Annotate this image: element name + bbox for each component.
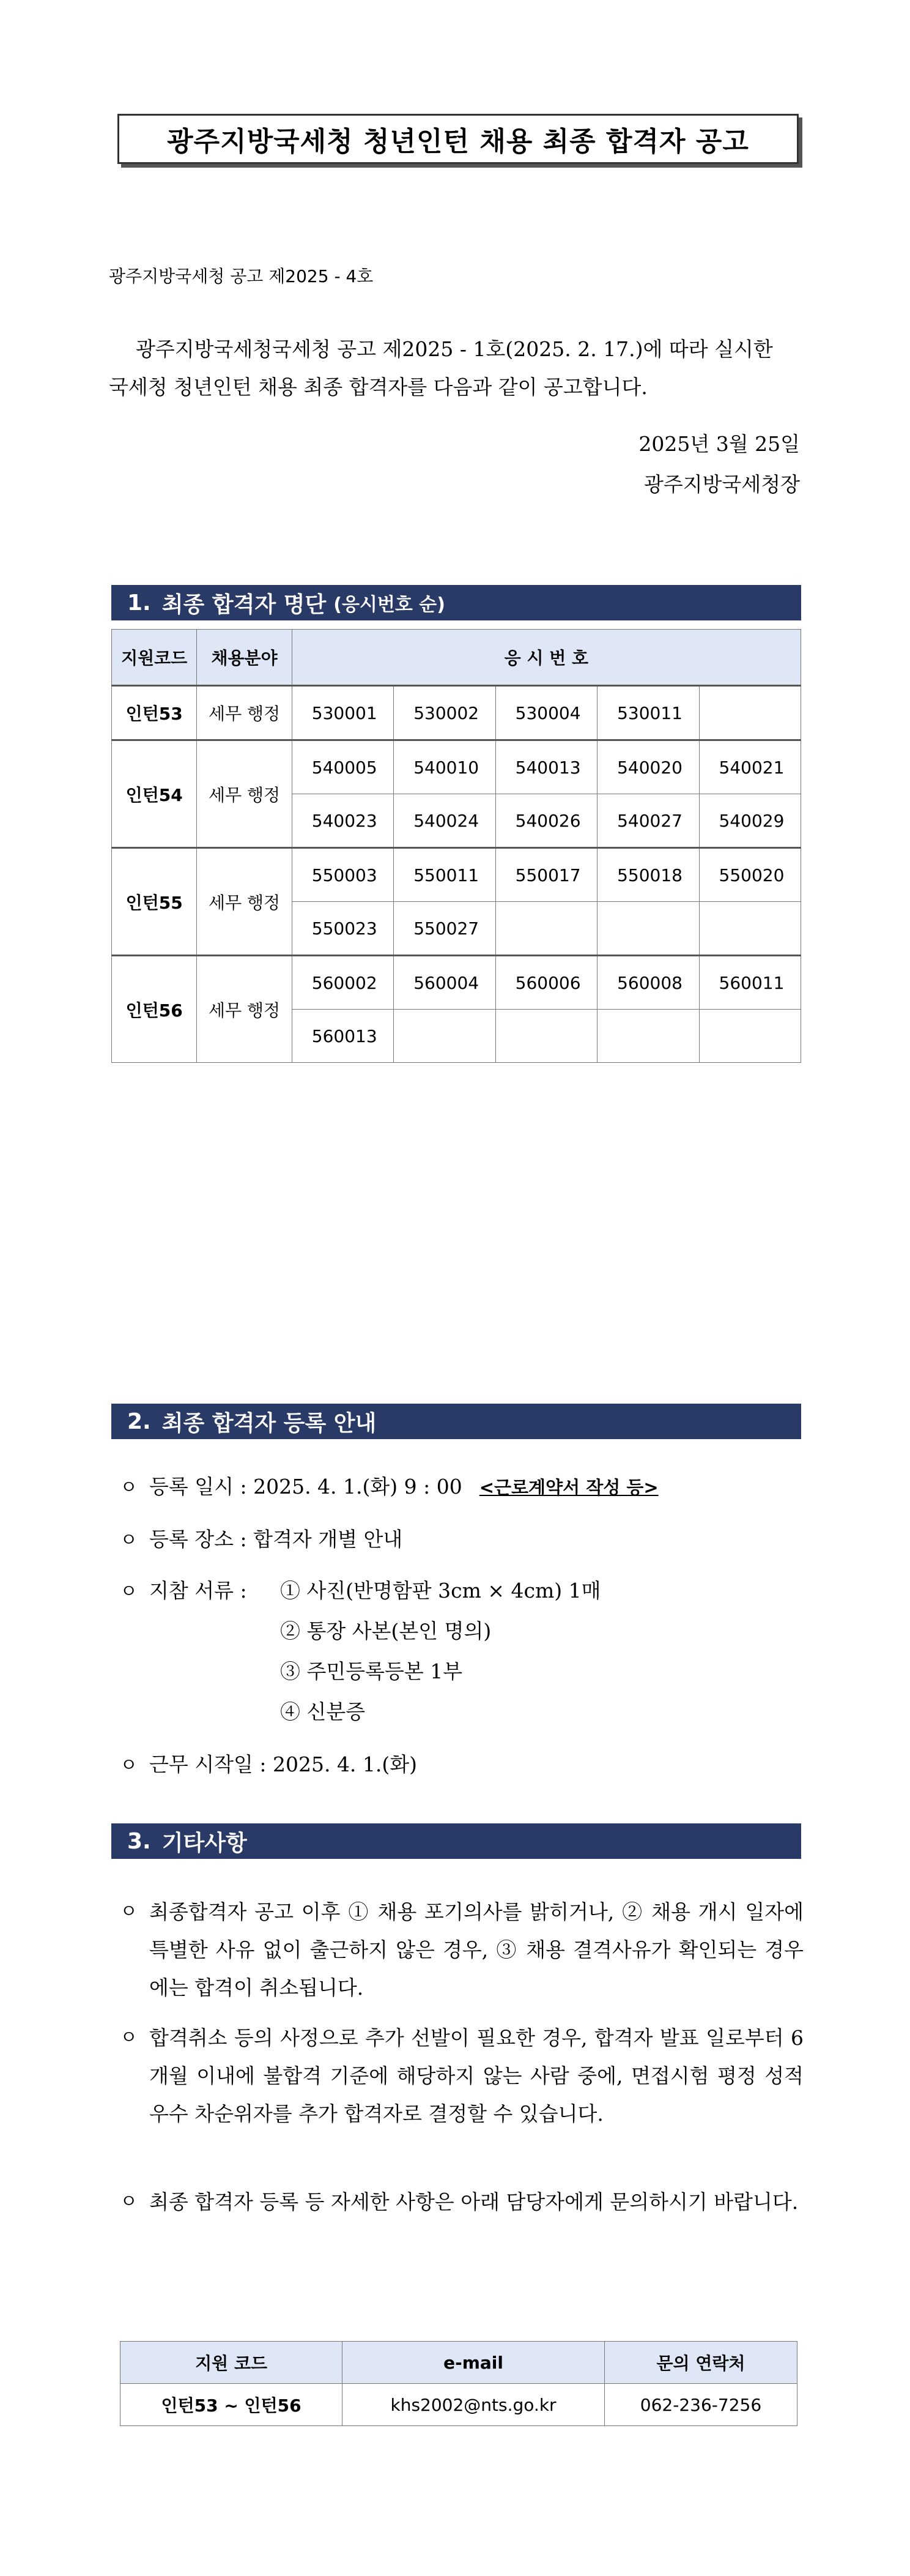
contact-email[interactable]: khs2002@nts.go.kr (342, 2384, 605, 2426)
start-date: 근무 시작일 : 2025. 4. 1.(화) (149, 1752, 418, 1776)
bullet: ㅇ (120, 1901, 138, 1923)
pass-list-table (111, 629, 801, 1063)
title-box (117, 114, 799, 164)
applicant-number: 550027 (394, 902, 495, 956)
section1-number: 1. (127, 590, 151, 616)
notice-number: 광주지방국세청 공고 제2025 - 4호 (109, 266, 374, 286)
applicant-number: 560002 (292, 956, 393, 1010)
contact-header: 문의 연락처 (604, 2342, 797, 2384)
applicant-number: 560011 (699, 956, 801, 1010)
applicant-field: 세무 행정 (197, 740, 292, 848)
note-text: 합격취소 등의 사정으로 추가 선발이 필요한 경우, 합격자 발표 일로부터 6개월 이내에 불합격 기준에 해당하지 않는 사람 중에, 면접시험 평정 성적 우수 차순위자를 추가 합격자로 결정할 수 있습니다. (149, 2026, 804, 2126)
applicant-number (394, 1010, 495, 1063)
applicant-number: 540023 (292, 794, 393, 848)
bullet: ㅇ (120, 1581, 138, 1603)
applicant-number: 540005 (292, 740, 393, 794)
intro-paragraph (109, 330, 804, 406)
doc-item: ③ 주민등록등본 1부 (280, 1659, 463, 1683)
applicant-number (597, 902, 699, 956)
applicant-field: 세무 행정 (197, 686, 292, 740)
note-text: 최종 합격자 등록 등 자세한 사항은 아래 담당자에게 문의하시기 바랍니다. (149, 2190, 799, 2214)
applicant-number: 560008 (597, 956, 699, 1010)
applicant-field: 세무 행정 (197, 956, 292, 1063)
applicant-number: 530004 (495, 686, 597, 740)
applicant-number: 550023 (292, 902, 393, 956)
reg-place: 등록 장소 : 합격자 개별 안내 (149, 1527, 403, 1551)
applicant-number (699, 1010, 801, 1063)
applicant-number: 540024 (394, 794, 495, 848)
notice-date: 2025년 3월 25일 (638, 432, 800, 456)
applicant-number: 560006 (495, 956, 597, 1010)
applicant-code: 인턴55 (112, 848, 197, 956)
applicant-number (495, 902, 597, 956)
note-text: 최종합격자 공고 이후 ① 채용 포기의사를 밝히거나, ② 채용 개시 일자에 특별한 사유 없이 출근하지 않은 경우, ③ 채용 결격사유가 확인되는 경우에는 합격이 취소됩니다. (149, 1900, 804, 2000)
header-code: 지원코드 (112, 630, 197, 686)
contact-header-row (120, 2342, 797, 2384)
applicant-number (597, 1010, 699, 1063)
table-row (112, 956, 801, 1010)
section1-subtitle: (응시번호 순) (333, 594, 446, 616)
reg-place-item (120, 1524, 402, 1552)
applicant-number: 540021 (699, 740, 801, 794)
intro-line-2: 국세청 청년인턴 채용 최종 합격자를 다음과 같이 공고합니다. (109, 375, 648, 399)
applicant-number: 530002 (394, 686, 495, 740)
applicant-number: 550020 (699, 848, 801, 902)
reg-datetime: 등록 일시 : 2025. 4. 1.(화) 9 : 00 (149, 1475, 462, 1498)
section3-header (111, 1823, 801, 1859)
header-numbers: 응 시 번 호 (292, 630, 801, 686)
applicant-number: 540010 (394, 740, 495, 794)
reg-datetime-item (120, 1471, 659, 1500)
bullet: ㅇ (120, 1755, 138, 1776)
section3-number: 3. (127, 1828, 151, 1854)
applicant-code: 인턴56 (112, 956, 197, 1063)
applicant-number: 540029 (699, 794, 801, 848)
contact-code: 인턴53 ~ 인턴56 (120, 2384, 342, 2426)
applicant-number: 540027 (597, 794, 699, 848)
table-row (112, 740, 801, 794)
applicant-number: 550018 (597, 848, 699, 902)
applicant-number: 560004 (394, 956, 495, 1010)
table-header-row (112, 630, 801, 686)
applicant-number: 530011 (597, 686, 699, 740)
applicant-code: 인턴54 (112, 740, 197, 848)
doc-item: ④ 신분증 (280, 1700, 366, 1724)
table-row (112, 686, 801, 740)
section1-title: 최종 합격자 명단 (161, 592, 327, 617)
header-field: 채용분야 (197, 630, 292, 686)
doc-item: ② 통장 사본(본인 명의) (280, 1619, 492, 1643)
bullet: ㅇ (120, 1477, 138, 1498)
applicant-number: 530001 (292, 686, 393, 740)
contact-header: 지원 코드 (120, 2342, 342, 2384)
applicant-number: 540013 (495, 740, 597, 794)
applicant-field: 세무 행정 (197, 848, 292, 956)
intro-line-1: 광주지방국세청국세청 공고 제2025 - 1호(2025. 2. 17.)에 따라 실시한 (136, 337, 773, 361)
page-title: 광주지방국세청 청년인턴 채용 최종 합격자 공고 (167, 126, 749, 157)
applicant-number: 540026 (495, 794, 597, 848)
contact-table (120, 2341, 797, 2426)
contact-row (120, 2384, 797, 2426)
section2-title: 최종 합격자 등록 안내 (161, 1410, 377, 1436)
section1-header (111, 585, 801, 620)
contact-header: e-mail (342, 2342, 605, 2384)
applicant-number: 550017 (495, 848, 597, 902)
applicant-number: 550011 (394, 848, 495, 902)
start-date-item (120, 1749, 417, 1778)
reg-datetime-note: <근로계약서 작성 등> (479, 1477, 659, 1498)
doc-item: ① 사진(반명함판 3cm × 4cm) 1매 (280, 1579, 601, 1603)
contact-phone: 062-236-7256 (604, 2384, 797, 2426)
docs-label: 지참 서류 : (149, 1579, 247, 1603)
applicant-code: 인턴53 (112, 686, 197, 740)
section2-header (111, 1404, 801, 1439)
applicant-number: 550003 (292, 848, 393, 902)
note-item (120, 1893, 804, 2007)
bullet: ㅇ (120, 2027, 138, 2049)
note-item (120, 2183, 804, 2221)
applicant-number: 540020 (597, 740, 699, 794)
bullet: ㅇ (120, 2191, 138, 2213)
bullet: ㅇ (120, 1530, 138, 1551)
applicant-number: 560013 (292, 1010, 393, 1063)
docs-item (120, 1575, 247, 1604)
issuer: 광주지방국세청장 (643, 472, 800, 496)
note-item (120, 2019, 804, 2133)
section2-number: 2. (127, 1409, 151, 1434)
section3-title: 기타사항 (161, 1830, 247, 1856)
applicant-number (699, 902, 801, 956)
applicant-number (699, 686, 801, 740)
table-row (112, 848, 801, 902)
applicant-number (495, 1010, 597, 1063)
